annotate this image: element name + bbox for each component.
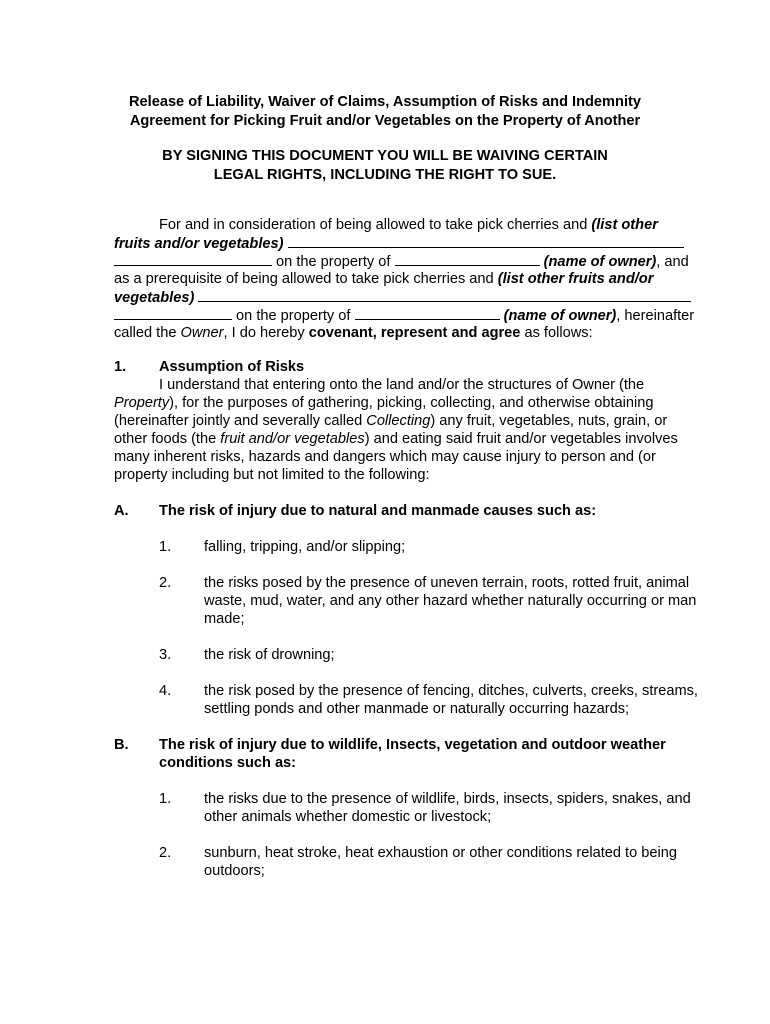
section-number: 1. — [114, 359, 127, 375]
item-text: the risks due to the presence of wildlife, birds, insects, spiders, snakes, and other animals whether domestic or livestock; — [204, 791, 691, 825]
s1-text: ), for the purposes of gathering, picking, collecting, and otherwise obtaining — [169, 395, 654, 411]
list-other-label: (list other fruits and/or — [497, 271, 654, 287]
intro-line-7 — [114, 324, 704, 342]
intro-paragraph — [114, 216, 704, 342]
item-text: falling, tripping, and/or slipping; — [204, 539, 406, 555]
intro-text: called the — [114, 325, 181, 341]
category-b-heading — [114, 736, 704, 772]
warning-line-1: BY SIGNING THIS DOCUMENT YOU WILL BE WAIVING CERTAIN — [162, 148, 608, 164]
intro-text: , hereinafter — [616, 308, 695, 324]
list-item — [114, 844, 704, 880]
s1-text: ) and eating said fruit and/or vegetables involves — [364, 431, 678, 447]
intro-text: , and — [656, 254, 689, 270]
intro-line-4 — [114, 270, 704, 288]
s1-line-6: property including but not limited to the following: — [114, 467, 430, 483]
list-item — [114, 790, 704, 826]
section-1-heading — [114, 358, 704, 376]
item-number: 2. — [159, 575, 172, 591]
vegetables-blank[interactable] — [198, 288, 691, 302]
intro-text: on the property of — [272, 254, 395, 270]
warning-line-2: LEGAL RIGHTS, INCLUDING THE RIGHT TO SUE. — [213, 167, 557, 183]
owner-name-blank-2[interactable] — [355, 306, 500, 320]
fruits-vegetables-blank[interactable] — [288, 234, 684, 248]
intro-line-6 — [114, 306, 704, 324]
intro-text: as a prerequisite of being allowed to take pick cherries and — [114, 271, 498, 287]
list-item — [114, 646, 704, 664]
item-number: 4. — [159, 683, 172, 699]
category-a-heading — [114, 502, 704, 520]
intro-text: , I do hereby — [223, 325, 309, 341]
category-title: The risk of injury due to wildlife, Insects, vegetation and outdoor weather conditions such as: — [159, 737, 666, 771]
category-letter: B. — [114, 737, 129, 753]
list-item — [114, 538, 704, 556]
document-body — [114, 216, 704, 880]
fruits-vegetables-label: fruits and/or vegetables) — [114, 236, 284, 252]
s1-text: ) any fruit, vegetables, nuts, grain, or — [430, 413, 668, 429]
section-1-paragraph — [114, 376, 704, 484]
property-term: Property — [114, 395, 170, 411]
vegetables-blank-cont[interactable] — [114, 306, 232, 320]
s1-text: other foods (the — [114, 431, 221, 447]
item-number: 3. — [159, 647, 172, 663]
owner-term: Owner — [180, 325, 224, 341]
s1-line-5: many inherent risks, hazards and dangers which may cause injury to person and (or — [114, 449, 656, 465]
s1-line-3 — [114, 412, 704, 430]
name-of-owner-label: (name of owner) — [503, 308, 617, 324]
intro-text: on the property of — [232, 308, 355, 324]
item-text: the risks posed by the presence of uneven terrain, roots, rotted fruit, animal waste, mud, water, and any other hazard whether naturally occurring or man made; — [204, 575, 697, 627]
list-other-label: (list other — [591, 217, 658, 233]
item-text: the risk posed by the presence of fencing, ditches, culverts, creeks, streams, settling ponds and other manmade or naturally occurring hazards; — [204, 683, 698, 717]
s1-line-2 — [114, 394, 704, 412]
warning-heading — [0, 147, 770, 185]
s1-text: (hereinafter jointly and severally called — [114, 413, 367, 429]
covenant-phrase: covenant, represent and agree — [308, 325, 521, 341]
s1-line-4 — [114, 430, 704, 448]
intro-text: as follows: — [520, 325, 593, 341]
title-line-2: Agreement for Picking Fruit and/or Vegetables on the Property of Another — [129, 113, 641, 129]
list-item — [114, 682, 704, 718]
section-title: Assumption of Risks — [159, 359, 305, 375]
intro-line-2 — [114, 234, 704, 252]
item-text: sunburn, heat stroke, heat exhaustion or other conditions related to being outdoors; — [204, 845, 677, 879]
vegetables-label: vegetables) — [114, 290, 195, 306]
intro-line-1 — [114, 216, 704, 234]
category-letter: A. — [114, 503, 129, 519]
item-number: 1. — [159, 791, 172, 807]
s1-line-1: I understand that entering onto the land and/or the structures of Owner (the — [159, 377, 645, 393]
collecting-term: Collecting — [366, 413, 431, 429]
intro-line-3 — [114, 252, 704, 270]
name-of-owner-label: (name of owner) — [543, 254, 657, 270]
fruit-vegetables-term: fruit and/or vegetables — [220, 431, 365, 447]
list-item — [114, 574, 704, 628]
title-line-1: Release of Liability, Waiver of Claims, Assumption of Risks and Indemnity — [129, 94, 641, 110]
category-title: The risk of injury due to natural and manmade causes such as: — [159, 503, 597, 519]
document-title — [0, 93, 770, 131]
item-number: 2. — [159, 845, 172, 861]
intro-text: For and in consideration of being allowed to take pick cherries and — [159, 217, 592, 233]
fruits-vegetables-blank-cont[interactable] — [114, 252, 272, 266]
item-text: the risk of drowning; — [204, 647, 335, 663]
item-number: 1. — [159, 539, 172, 555]
owner-name-blank[interactable] — [395, 252, 540, 266]
intro-line-5 — [114, 288, 704, 306]
